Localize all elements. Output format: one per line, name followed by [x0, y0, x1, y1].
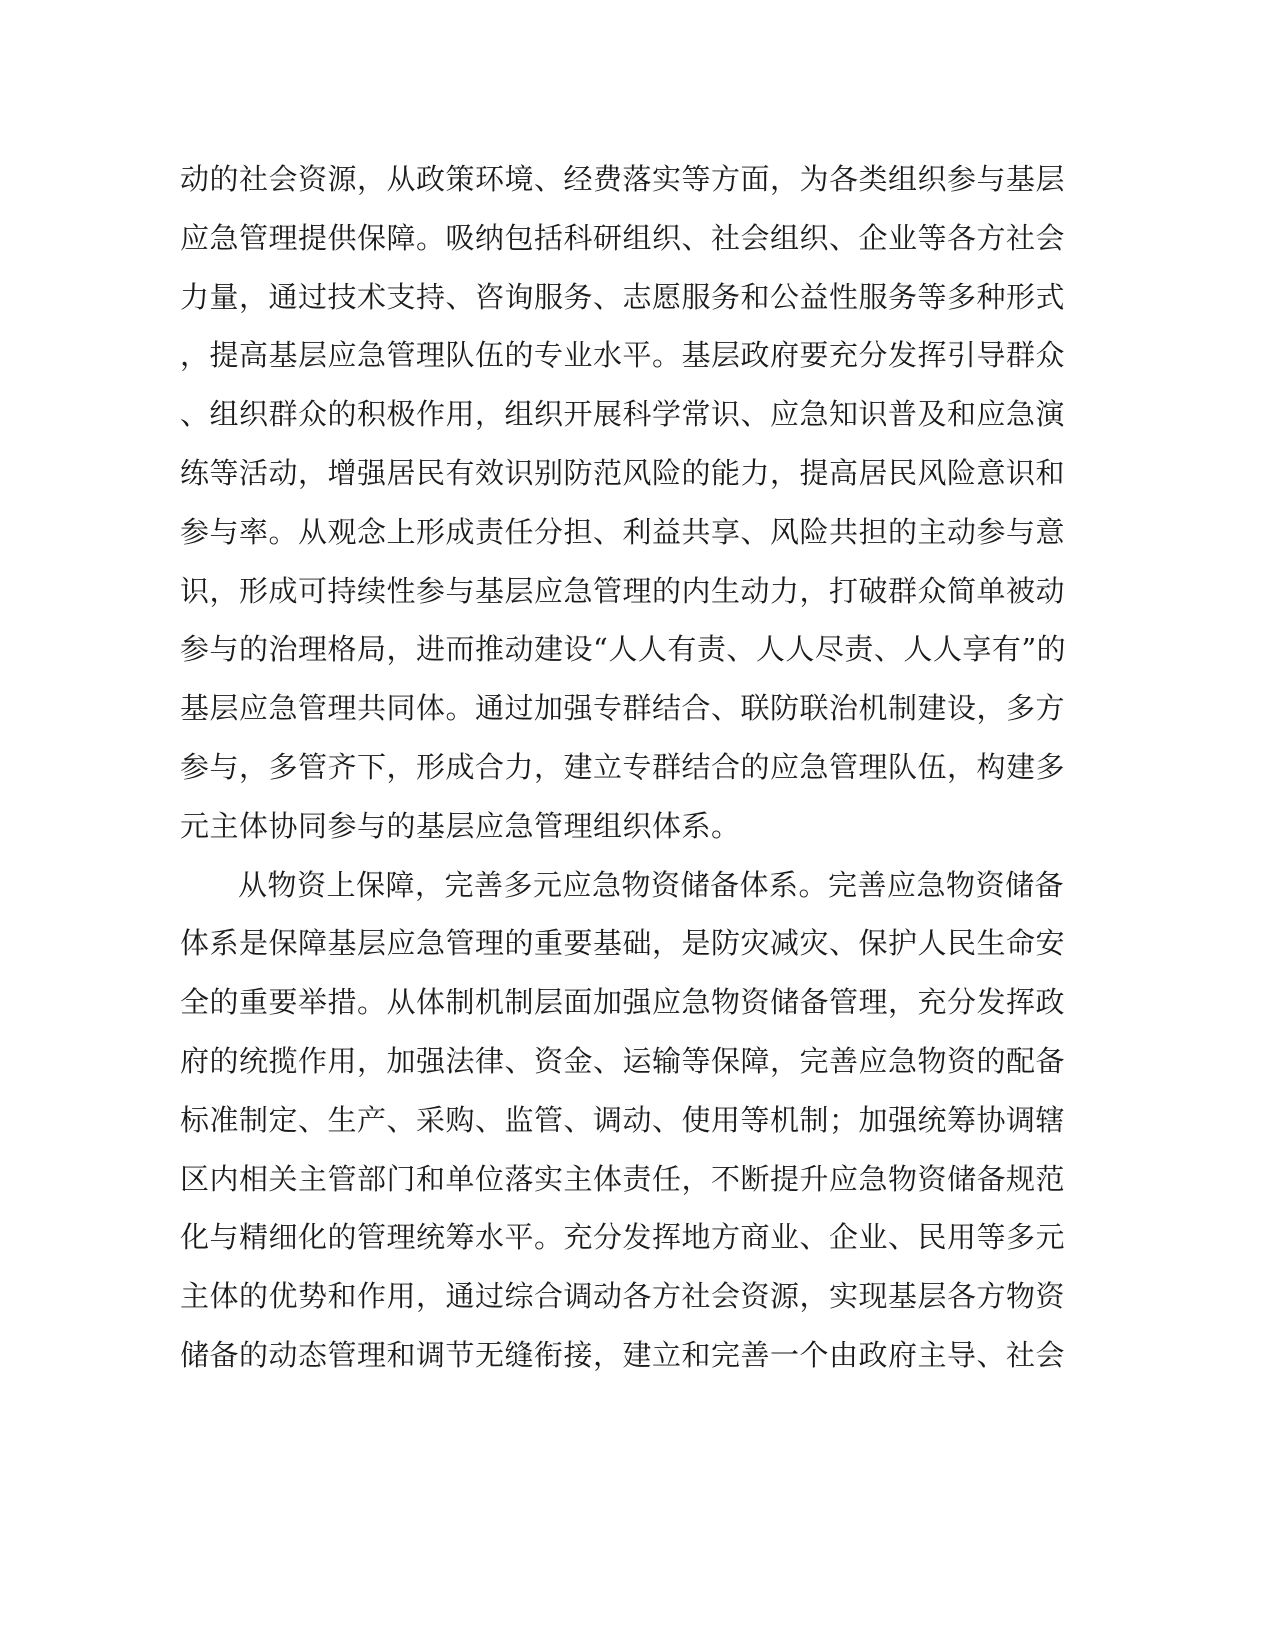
text-line: 动的社会资源，从政策环境、经费落实等方面，为各类组织参与基层: [180, 162, 1066, 196]
text-line: 储备的动态管理和调节无缝衔接，建立和完善一个由政府主导、社会: [180, 1337, 1066, 1372]
text-line: 区内相关主管部门和单位落实主体责任，不断提升应急物资储备规范: [180, 1161, 1066, 1196]
paragraph-2: [180, 856, 1066, 1385]
text-line: 参与，多管齐下，形成合力，建立专群结合的应急管理队伍，构建多: [180, 749, 1066, 784]
text-line: 体系是保障基层应急管理的重要基础，是防灾减灾、保护人民生命安: [180, 926, 1066, 961]
text-line: 基层应急管理共同体。通过加强专群结合、联防联治机制建设，多方: [180, 691, 1066, 726]
text-line: 参与的治理格局，进而推动建设“人人有责、人人尽责、人人享有”的: [180, 632, 1067, 667]
text-line: ，提高基层应急管理队伍的专业水平。基层政府要充分发挥引导群众: [180, 338, 1066, 373]
text-line: 力量，通过技术支持、咨询服务、志愿服务和公益性服务等多种形式: [180, 279, 1066, 314]
text-line: 应急管理提供保障。吸纳包括科研组织、社会组织、企业等各方社会: [180, 220, 1066, 255]
text-line: 、组织群众的积极作用，组织开展科学常识、应急知识普及和应急演: [180, 397, 1066, 432]
text-line: 从物资上保障，完善多元应急物资储备体系。完善应急物资储备: [238, 867, 1065, 902]
text-line: 元主体协同参与的基层应急管理组织体系。: [180, 808, 741, 843]
text-line: 参与率。从观念上形成责任分担、利益共享、风险共担的主动参与意: [180, 514, 1066, 549]
text-line: 练等活动，增强居民有效识别防范风险的能力，提高居民风险意识和: [180, 455, 1066, 490]
text-line: 化与精细化的管理统筹水平。充分发挥地方商业、企业、民用等多元: [180, 1220, 1066, 1255]
text-line: 识，形成可持续性参与基层应急管理的内生动力，打破群众简单被动: [180, 573, 1066, 608]
text-line: 全的重要举措。从体制机制层面加强应急物资储备管理，充分发挥政: [180, 985, 1066, 1020]
paragraph-1: [180, 150, 1067, 856]
text-line: 府的统揽作用，加强法律、资金、运输等保障，完善应急物资的配备: [180, 1043, 1066, 1078]
text-line: 主体的优势和作用，通过综合调动各方社会资源，实现基层各方物资: [180, 1279, 1066, 1314]
body-text: [180, 150, 1067, 1385]
text-line: 标准制定、生产、采购、监管、调动、使用等机制；加强统筹协调辖: [180, 1102, 1066, 1137]
